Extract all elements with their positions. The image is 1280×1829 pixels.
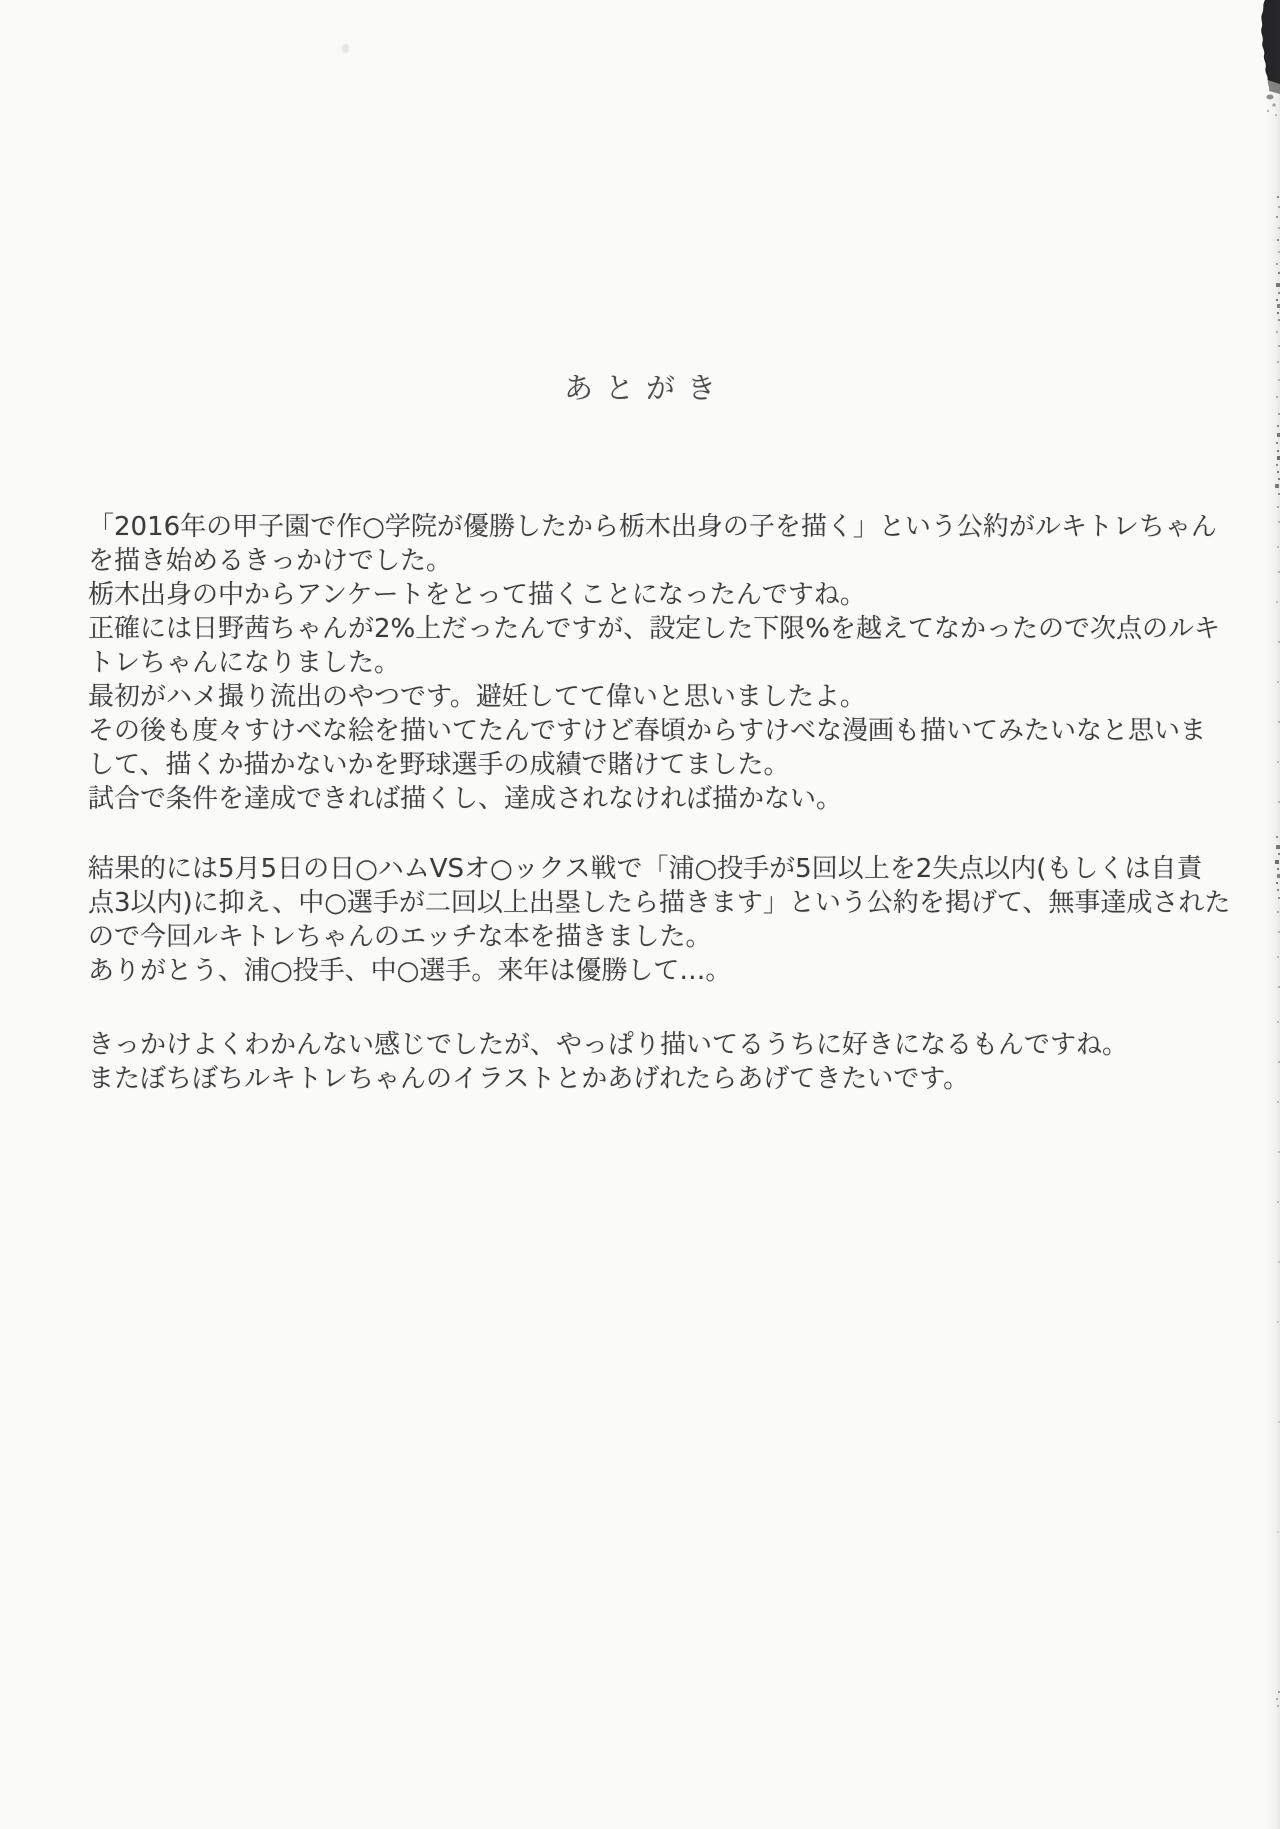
paragraph (88, 852, 1231, 988)
text-line: 正確には日野茜ちゃんが2%上だったんですが、設定した下限%を越えてなかったので次点のルキ (88, 614, 1220, 644)
text-line: 栃木出身の中からアンケートをとって描くことになったんですね。 (88, 580, 866, 610)
binding-ink-blob (1254, 0, 1280, 118)
text-line: 試合で条件を達成できれば描くし、達成されなければ描かない。 (88, 784, 843, 814)
page-edge-shade (1266, 0, 1280, 1829)
text-line: を描き始めるきっかけでした。 (88, 546, 453, 576)
text-line: 最初がハメ撮り流出のやつです。避妊してて偉いと思いましたよ。 (88, 682, 866, 712)
paragraph (88, 1028, 1218, 1096)
text-line: 結果的には5月5日の日○ハムVSオ○ックス戦で「浦○投手が5回以上を2失点以内(もしくは自責 (88, 854, 1203, 884)
text-line: トレちゃんになりました。 (88, 648, 401, 678)
text-line: その後も度々すけべな絵を描いてたんですけど春頃からすけべな漫画も描いてみたいなと思いま (88, 716, 1207, 746)
text-line: して、描くか描かないかを野球選手の成績で賭けてました。 (88, 750, 790, 780)
dust-speck (342, 44, 349, 53)
text-line: 点3以内)に抑え、中○選手が二回以上出塁したら描きます」という公約を掲げて、無事達成された (88, 888, 1231, 918)
text-line: きっかけよくわかんない感じでしたが、やっぱり描いてるうちに好きになるもんですね。 (88, 1030, 1129, 1060)
text-line: 「2016年の甲子園で作○学院が優勝したから栃木出身の子を描く」という公約がルキトレちゃん (88, 512, 1217, 542)
afterword-body (88, 510, 1231, 1096)
text-line: またぼちぼちルキトレちゃんのイラストとかあげれたらあげてきたいです。 (88, 1064, 970, 1094)
paragraph (88, 510, 1218, 816)
page-title: あとがき (563, 371, 728, 405)
text-line: ので今回ルキトレちゃんのエッチな本を描きました。 (88, 922, 712, 952)
text-line: ありがとう、浦○投手、中○選手。来年は優勝して…。 (88, 956, 732, 986)
binding-speckles (0, 0, 2, 2)
